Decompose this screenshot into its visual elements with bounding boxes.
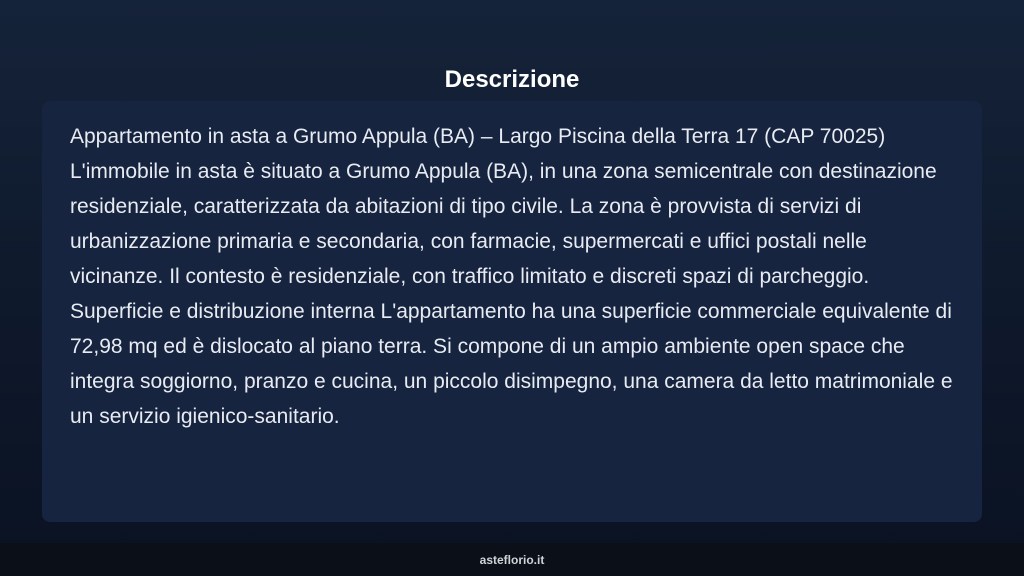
footer	[0, 543, 1024, 576]
description-text: Appartamento in asta a Grumo Appula (BA) – Largo Piscina della Terra 17 (CAP 70025) L'immobile in asta è situato a Grumo Appula (BA), in una zona semicentrale con destinazione residenziale, caratterizzata da abitazioni di tipo civile. La zona è provvista di servizi di urbanizzazione primaria e secondaria, con farmacie, supermercati e uffici postali nelle vicinanze. Il contesto è residenziale, con traffico limitato e discreti spazi di parcheggio. Superficie e distribuzione interna L'appartamento ha una superficie commerciale equivalente di 72,98 mq ed è dislocato al piano terra. Si compone di un ampio ambiente open space che integra soggiorno, pranzo e cucina, un piccolo disimpegno, una camera da letto matrimoniale e un servizio igienico-sanitario.	[70, 125, 953, 428]
footer-site-label: asteflorio.it	[479, 553, 545, 567]
description-card	[42, 101, 982, 522]
page-title: Descrizione	[444, 66, 580, 94]
